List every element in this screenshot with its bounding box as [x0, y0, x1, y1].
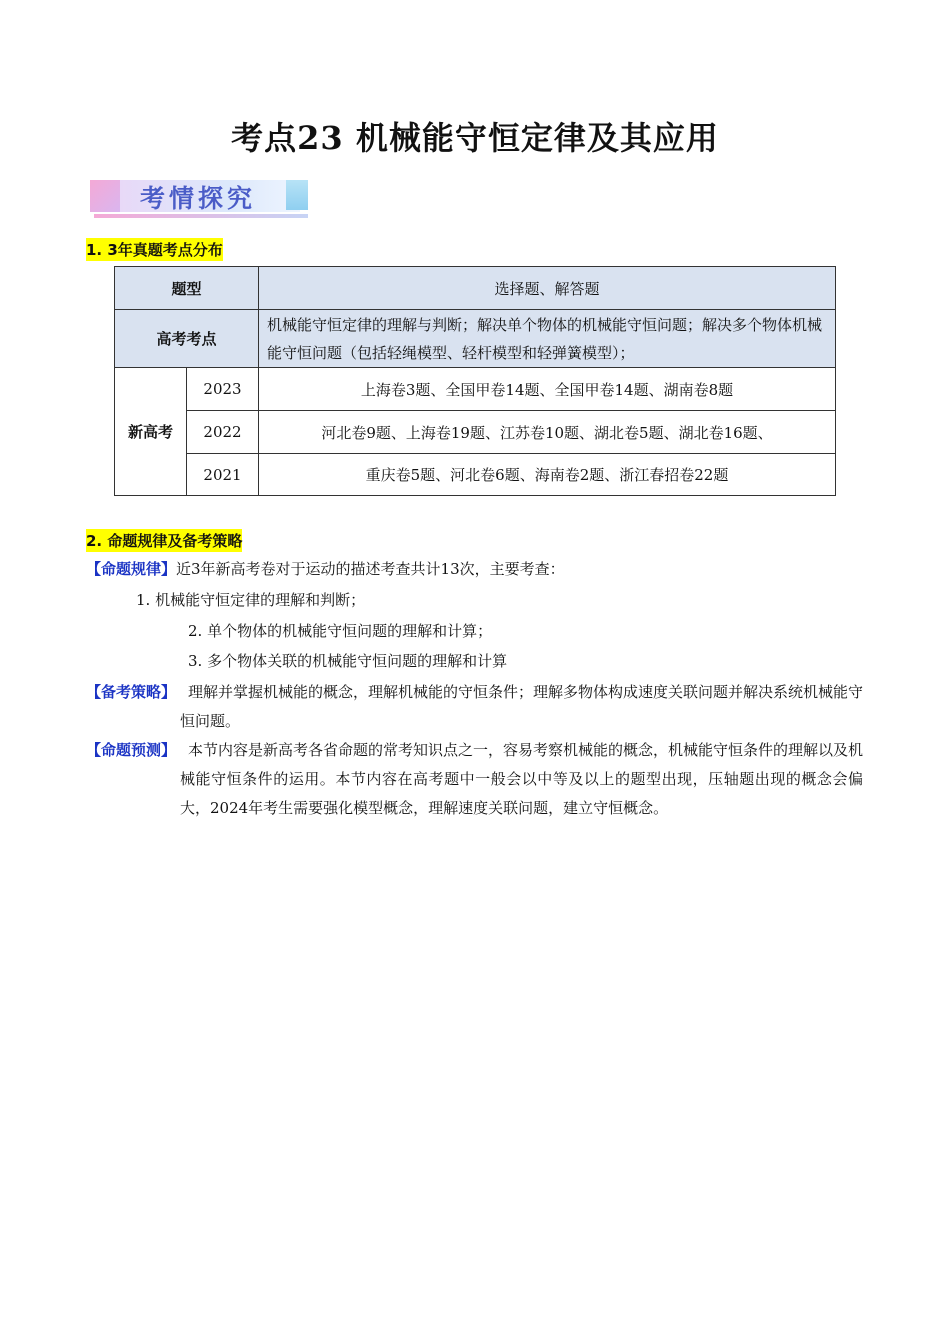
items-cell: 重庆卷5题、河北卷6题、海南卷2题、浙江春招卷22题 [259, 454, 836, 496]
rule-text: 近3年新高考卷对于运动的描述考查共计13次，主要考查： [176, 560, 565, 578]
banner-title: 考情探究 [140, 184, 257, 213]
items-cell: 上海卷3题、全国甲卷14题、全国甲卷14题、湖南卷8题 [259, 368, 836, 411]
section-banner [90, 178, 312, 220]
exam-distribution-table [114, 266, 836, 496]
group-label: 新高考 [115, 368, 187, 496]
list-item: 2. 单个物体的机械能守恒问题的理解和计算； [188, 622, 493, 640]
type-label: 题型 [115, 267, 259, 310]
predict-tag: 【命题预测】 [86, 741, 177, 759]
items-cell: 河北卷9题、上海卷19题、江苏卷10题、湖北卷5题、湖北卷16题、 [259, 411, 836, 454]
rule-paragraph [86, 555, 565, 583]
type-value: 选择题、解答题 [259, 267, 836, 310]
year-cell: 2023 [187, 368, 259, 411]
table-row [115, 411, 836, 454]
table-row [115, 368, 836, 411]
banner-decoration-left [90, 180, 122, 212]
table-row [115, 454, 836, 496]
strategy-tag: 【备考策略】 [86, 683, 177, 701]
points-label: 高考考点 [115, 310, 259, 368]
table-row [115, 267, 836, 310]
page-title: 考点23 机械能守恒定律及其应用 [231, 119, 719, 157]
section2-heading: 2. 命题规律及备考策略 [86, 529, 242, 552]
predict-text: 本节内容是新高考各省命题的常考知识点之一，容易考察机械能的概念，机械能守恒条件的理解以及机械能守恒条件的运用。本节内容在高考题中一般会以中等及以上的题型出现，压轴题出现的概念会偏大，2024年考生需要强化模型概念，理解速度关联问题，建立守恒概念。 [180, 741, 864, 817]
table-row [115, 310, 836, 368]
list-item: 1. 机械能守恒定律的理解和判断； [136, 591, 366, 609]
points-value: 机械能守恒定律的理解与判断；解决单个物体的机械能守恒问题；解决多个物体机械能守恒问题（包括轻绳模型、轻杆模型和轻弹簧模型）； [259, 310, 836, 368]
section1-heading: 1. 3年真题考点分布 [86, 238, 223, 261]
strategy-text: 理解并掌握机械能的概念，理解机械能的守恒条件；理解多物体构成速度关联问题并解决系统机械能守恒问题。 [180, 683, 864, 730]
year-cell: 2022 [187, 411, 259, 454]
rule-tag: 【命题规律】 [86, 560, 177, 578]
list-item: 3. 多个物体关联的机械能守恒问题的理解和计算 [188, 652, 508, 670]
year-cell: 2021 [187, 454, 259, 496]
banner-decoration-right [286, 180, 308, 210]
